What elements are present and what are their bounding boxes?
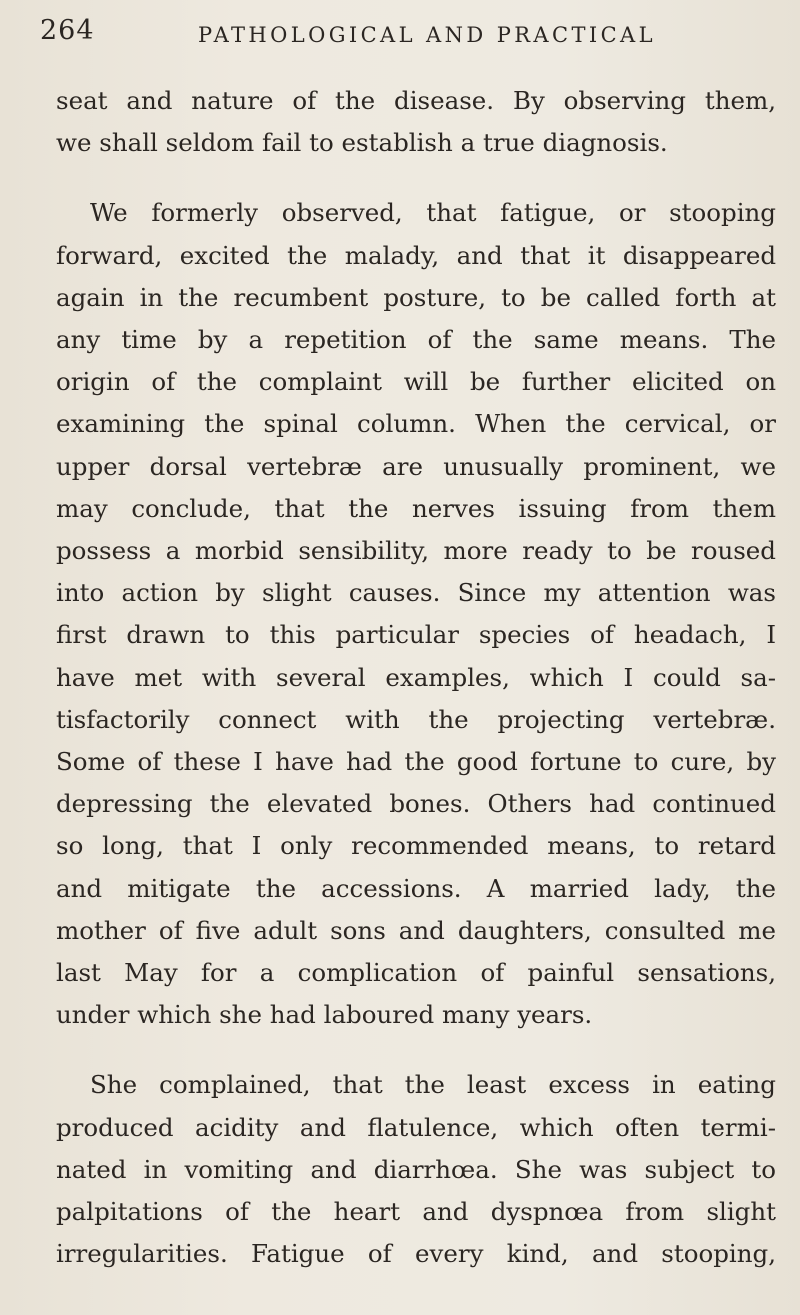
text-line: depressing the elevated bones. Others had continued xyxy=(56,789,776,819)
text-line: She complained, that the least excess in eating xyxy=(90,1070,776,1100)
paragraph-3 xyxy=(56,1064,776,1275)
text-line: origin of the complaint will be further elicited on xyxy=(56,367,776,397)
text-line: possess a morbid sensibility, more ready to be roused xyxy=(56,536,776,566)
text-line: irregularities. Fatigue of every kind, and stooping, xyxy=(56,1239,776,1269)
text-line: we shall seldom fail to establish a true diagnosis. xyxy=(56,128,668,158)
text-line: produced acidity and flatulence, which often termi- xyxy=(56,1112,776,1142)
page-number: 264 xyxy=(40,15,95,46)
text-line: seat and nature of the disease. By observing them, xyxy=(56,86,776,115)
body-text xyxy=(56,80,776,1275)
text-line: Some of these I have had the good fortune to cure, by xyxy=(56,747,776,777)
text-line: and mitigate the accessions. A married lady, the xyxy=(56,873,776,903)
text-line: so long, that I only recommended means, to retard xyxy=(56,831,776,861)
text-line: palpitations of the heart and dyspnœa from slight xyxy=(56,1197,776,1227)
text-line: upper dorsal vertebræ are unusually prominent, we xyxy=(56,451,776,481)
running-head-title: PATHOLOGICAL AND PRACTICAL xyxy=(198,23,656,47)
text-line: again in the recumbent posture, to be called forth at xyxy=(56,282,776,312)
text-line: examining the spinal column. When the cervical, or xyxy=(56,409,776,439)
running-head xyxy=(40,14,780,54)
paragraph-2 xyxy=(56,192,776,1036)
text-line: under which she had laboured many years. xyxy=(56,1000,593,1030)
text-line: mother of five adult sons and daughters, consulted me xyxy=(56,915,776,945)
paragraph-1 xyxy=(56,80,776,164)
text-line: tisfactorily connect with the projecting vertebræ. xyxy=(56,704,776,734)
text-line: into action by slight causes. Since my attention was xyxy=(56,578,776,608)
text-line: may conclude, that the nerves issuing from them xyxy=(56,493,776,523)
text-line: forward, excited the malady, and that it disappeared xyxy=(56,240,776,270)
text-line: We formerly observed, that fatigue, or stooping xyxy=(90,198,776,228)
text-line: last May for a complication of painful sensations, xyxy=(56,958,776,988)
text-line: any time by a repetition of the same means. The xyxy=(56,325,776,355)
text-line: have met with several examples, which I could sa- xyxy=(56,662,776,692)
text-line: nated in vomiting and diarrhœa. She was subject to xyxy=(56,1154,776,1184)
text-line: first drawn to this particular species of headach, I xyxy=(56,620,776,650)
